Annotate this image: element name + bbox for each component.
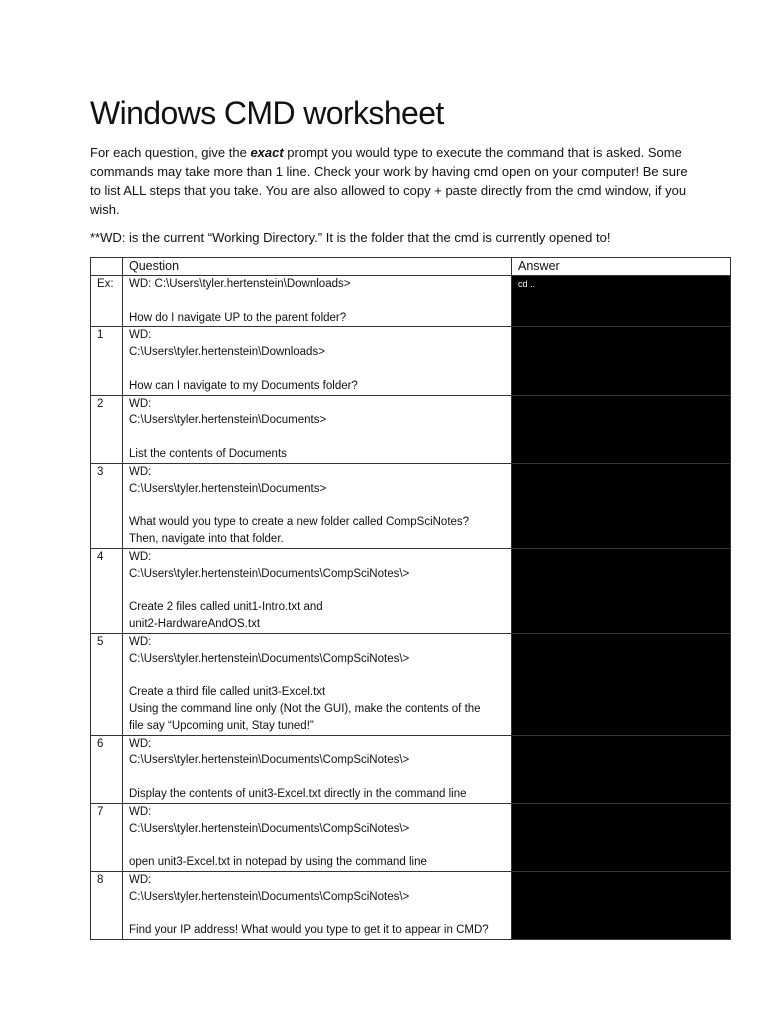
question-cell xyxy=(123,633,512,735)
answer-cell[interactable] xyxy=(512,327,731,395)
question-cell xyxy=(123,735,512,803)
answer-cell[interactable] xyxy=(512,463,731,548)
question-cell xyxy=(123,276,512,327)
question-cell xyxy=(123,395,512,463)
table-row xyxy=(91,463,731,548)
working-directory-label: WD: xyxy=(129,737,152,750)
question-number: 1 xyxy=(91,327,123,395)
table-row xyxy=(91,735,731,803)
blank-line xyxy=(129,429,505,446)
blank-line xyxy=(129,582,505,599)
working-directory-label: WD: xyxy=(129,805,152,818)
working-directory-label: WD: xyxy=(129,329,152,342)
answer-cell[interactable] xyxy=(512,548,731,633)
question-number: 3 xyxy=(91,463,123,548)
instructions-paragraph xyxy=(90,143,690,219)
question-text-line-1: Create 2 files called unit1-Intro.txt and xyxy=(129,601,323,614)
blank-line xyxy=(129,905,505,922)
question-number: 7 xyxy=(91,803,123,871)
answer-cell[interactable]: cd .. xyxy=(512,276,731,327)
working-directory-label: WD: xyxy=(129,465,152,478)
question-text-line-1: What would you type to create a new folder called CompSciNotes? xyxy=(129,516,470,529)
question-cell xyxy=(123,548,512,633)
question-text-line-1: List the contents of Documents xyxy=(129,447,287,460)
working-directory-label: WD: xyxy=(129,397,152,410)
working-directory-label: WD: xyxy=(129,873,152,886)
table-row xyxy=(91,327,731,395)
worksheet-table xyxy=(90,257,731,940)
question-number: 5 xyxy=(91,633,123,735)
question-text-line-3: file say “Upcoming unit, Stay tuned!” xyxy=(129,719,314,732)
question-text-line-1: Find your IP address! What would you type to get it to appear in CMD? xyxy=(129,924,489,937)
table-header-row xyxy=(91,258,731,276)
question-cell xyxy=(123,803,512,871)
question-text-line-1: How can I navigate to my Documents folder? xyxy=(129,379,358,392)
header-question: Question xyxy=(123,258,512,276)
question-cell xyxy=(123,463,512,548)
answer-cell[interactable] xyxy=(512,395,731,463)
question-text-line-1: How do I navigate UP to the parent folder? xyxy=(129,311,347,324)
answer-cell[interactable] xyxy=(512,633,731,735)
question-text-line-2: Then, navigate into that folder. xyxy=(129,532,284,545)
question-cell xyxy=(123,871,512,939)
working-directory-label: WD: xyxy=(129,635,152,648)
table-row xyxy=(91,633,731,735)
answer-cell[interactable] xyxy=(512,803,731,871)
question-number: 2 xyxy=(91,395,123,463)
blank-line xyxy=(129,293,505,310)
working-directory-note: **WD: is the current “Working Directory.” It is the folder that the cmd is currently opened to! xyxy=(90,230,611,245)
working-directory-path: C:\Users\tyler.hertenstein\Documents\CompSciNotes\> xyxy=(129,754,410,767)
question-number: 8 xyxy=(91,871,123,939)
page-title: Windows CMD worksheet xyxy=(90,95,444,131)
table-row xyxy=(91,548,731,633)
blank-line xyxy=(129,769,505,786)
blank-line xyxy=(129,361,505,378)
question-number: 6 xyxy=(91,735,123,803)
working-directory-path: C:\Users\tyler.hertenstein\Documents\CompSciNotes\> xyxy=(129,567,410,580)
working-directory-path: C:\Users\tyler.hertenstein\Documents\CompSciNotes\> xyxy=(129,890,410,903)
table-row xyxy=(91,871,731,939)
header-answer: Answer xyxy=(512,258,731,276)
question-text-line-2: Using the command line only (Not the GUI), make the contents of the xyxy=(129,702,481,715)
question-cell xyxy=(123,327,512,395)
question-text-line-1: Create a third file called unit3-Excel.txt xyxy=(129,686,326,699)
working-directory-path: C:\Users\tyler.hertenstein\Documents> xyxy=(129,482,327,495)
question-number: Ex: xyxy=(91,276,123,327)
blank-line xyxy=(129,837,505,854)
question-text-line-2: unit2-HardwareAndOS.txt xyxy=(129,617,261,630)
instructions-emphasis: exact xyxy=(250,145,284,160)
question-text-line-1: open unit3-Excel.txt in notepad by using the command line xyxy=(129,856,427,869)
working-directory-label: WD: C:\Users\tyler.hertenstein\Downloads> xyxy=(129,278,351,290)
blank-line xyxy=(129,667,505,684)
instructions-text-before: For each question, give the xyxy=(90,145,251,160)
question-text-line-1: Display the contents of unit3-Excel.txt directly in the command line xyxy=(129,787,467,800)
working-directory-path: C:\Users\tyler.hertenstein\Documents\CompSciNotes\> xyxy=(129,652,410,665)
blank-line xyxy=(129,497,505,514)
instructions-text-after: prompt you would type to execute the command that is asked. Some commands may take more than 1 line. Check your work by having cmd open on your computer! Be sure to list ALL steps that you take. You are also allowed to copy + paste directly from the cmd window, if you wish. xyxy=(90,145,688,217)
working-directory-path: C:\Users\tyler.hertenstein\Documents> xyxy=(129,414,327,427)
question-number: 4 xyxy=(91,548,123,633)
answer-cell[interactable] xyxy=(512,871,731,939)
table-row xyxy=(91,276,731,327)
table-row xyxy=(91,803,731,871)
table-row xyxy=(91,395,731,463)
working-directory-path: C:\Users\tyler.hertenstein\Documents\CompSciNotes\> xyxy=(129,822,410,835)
header-number xyxy=(91,258,123,276)
working-directory-label: WD: xyxy=(129,550,152,563)
answer-cell[interactable] xyxy=(512,735,731,803)
working-directory-path: C:\Users\tyler.hertenstein\Downloads> xyxy=(129,346,325,359)
